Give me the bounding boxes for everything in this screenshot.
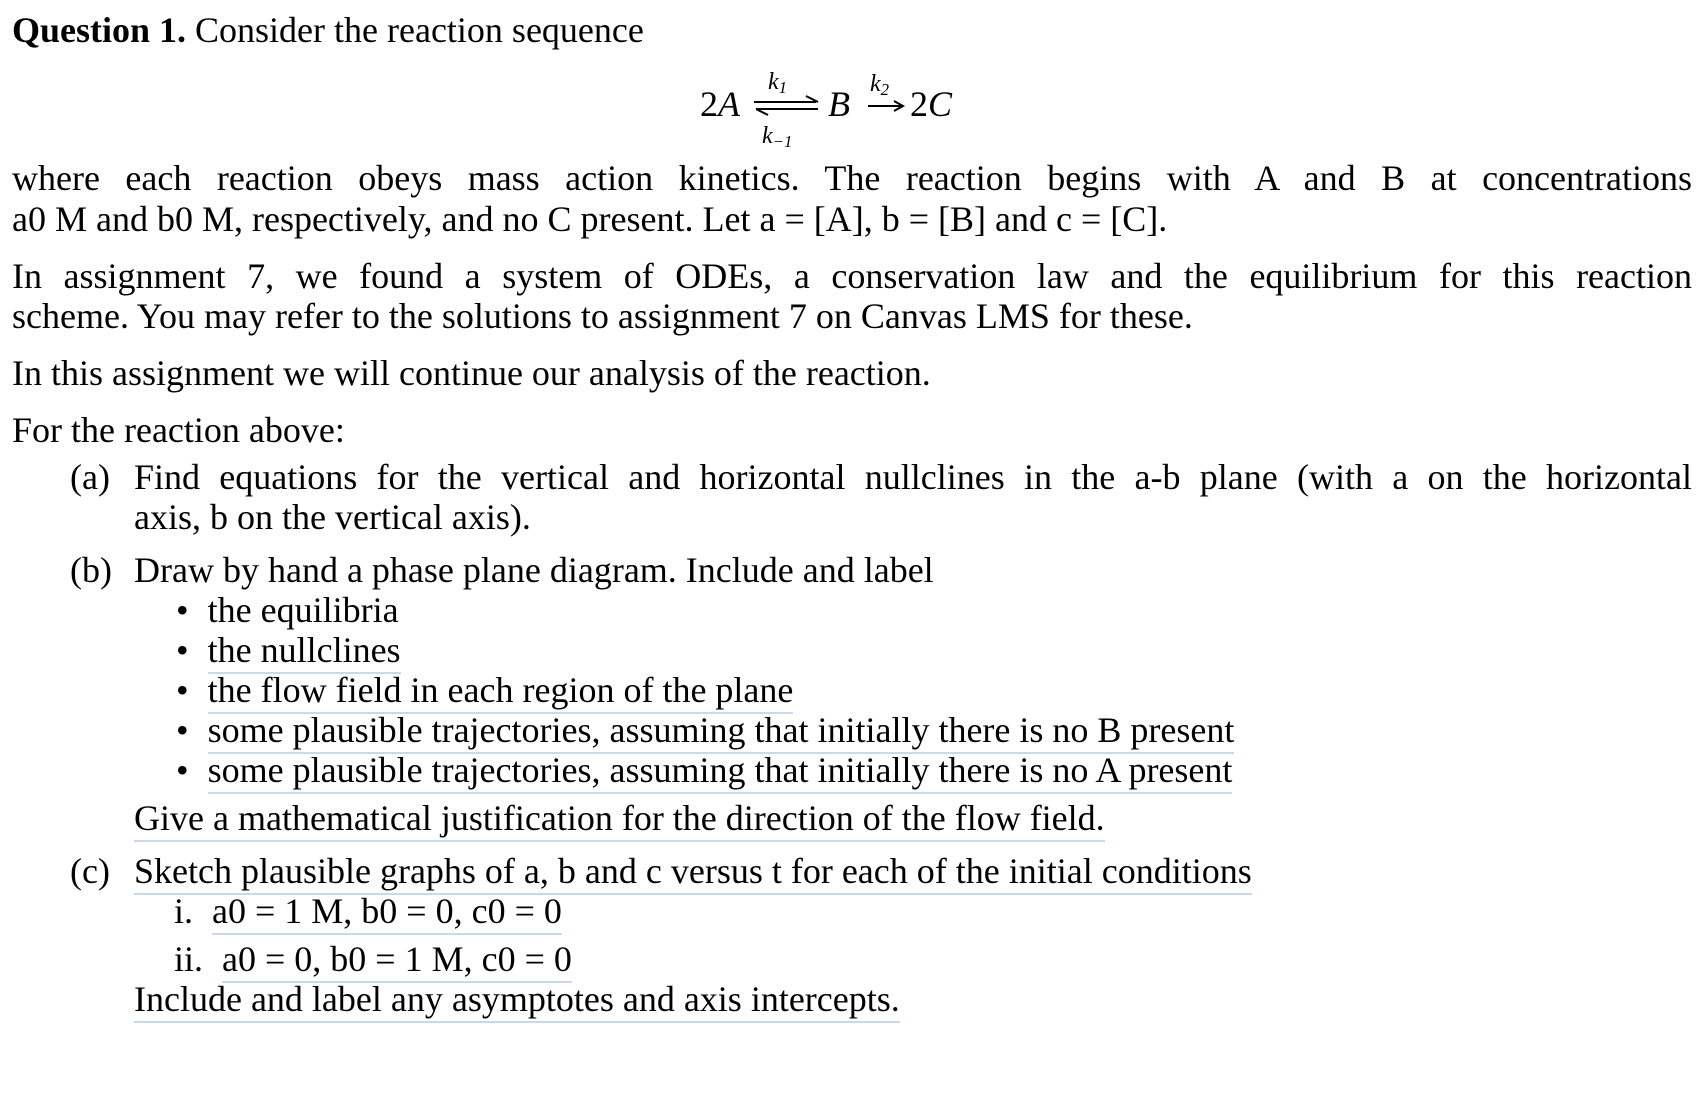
bullet-icon: • — [176, 670, 189, 710]
reverse-rate-label: $k_{-1}$ — [762, 123, 793, 152]
bullet-icon: • — [176, 590, 189, 630]
part-a-line-1-text: Find equations for the vertical and horizontal nullclines in the a-b plane (with a on the horizontal — [134, 457, 1692, 497]
bullet-4-text: some plausible trajectories, assuming that initially there is no B present — [208, 710, 1235, 754]
bullet-2-text: the nullclines — [208, 630, 401, 674]
forward-rate-label: $k_1$ — [768, 69, 788, 98]
paragraph-2-line-1 — [12, 258, 1692, 294]
bullet-1-text: the equilibria — [207, 590, 399, 630]
bullet-icon: • — [176, 710, 189, 750]
part-b-bullet-2 — [176, 632, 401, 668]
part-b-bullet-5 — [176, 752, 1232, 788]
paragraph-3 — [12, 355, 931, 391]
part-c-item-1-text: a0 = 1 M, b0 = 0, c0 = 0 — [212, 891, 562, 935]
part-c-line-1 — [134, 853, 1252, 889]
part-b-line-1-text: Draw by hand a phase plane diagram. Include and label — [134, 550, 934, 590]
question-label: Question 1. — [12, 10, 187, 50]
part-a-label: (a) — [70, 457, 110, 497]
part-c-line-1-text: Sketch plausible graphs of a, b and c versus t for each of the initial conditions — [134, 851, 1252, 895]
part-c-item-2-label: ii. — [174, 939, 204, 979]
question-intro: Consider the reaction sequence — [195, 10, 644, 50]
paragraph-1-line-1-text: where each reaction obeys mass action kinetics. The reaction begins with A and B at concentrations — [12, 158, 1692, 198]
paragraph-2-line-1-text: In assignment 7, we found a system of ODEs, a conservation law and the equilibrium for this reaction — [12, 256, 1692, 296]
reaction-left-species: 2A — [700, 84, 740, 124]
part-b-label: (b) — [70, 550, 112, 590]
question-heading — [12, 12, 644, 48]
part-c-closing — [134, 981, 900, 1017]
reaction-scheme — [700, 69, 1020, 162]
part-b-bullet-1 — [176, 592, 399, 628]
part-b-bullet-4 — [176, 712, 1234, 748]
part-a-line-2-text: axis, b on the vertical axis). — [134, 497, 531, 537]
part-c-item-1-label: i. — [174, 891, 194, 931]
part-c-item-1 — [174, 893, 562, 929]
forward-arrow — [866, 100, 906, 114]
equilibrium-arrows — [752, 94, 822, 118]
reaction-middle-species: B — [828, 84, 850, 124]
part-b-bullet-3 — [176, 672, 793, 708]
part-c-item-2-text: a0 = 0, b0 = 1 M, c0 = 0 — [222, 939, 572, 983]
bullet-3-text: the flow field in each region of the plane — [208, 670, 794, 714]
paragraph-1-line-2-text: a0 M and b0 M, respectively, and no C present. Let a = [A], b = [B] and c = [C]. — [12, 199, 1168, 239]
paragraph-2-line-2 — [12, 298, 1193, 334]
paragraph-2-line-2-text: scheme. You may refer to the solutions to assignment 7 on Canvas LMS for these. — [12, 296, 1193, 336]
part-c-closing-text: Include and label any asymptotes and axis intercepts. — [134, 979, 900, 1023]
part-b-closing-text: Give a mathematical justification for the direction of the flow field. — [134, 798, 1105, 842]
part-a-line-1 — [134, 459, 1692, 495]
bullet-icon: • — [176, 750, 189, 790]
paragraph-4 — [12, 412, 345, 448]
paragraph-1-line-2 — [12, 201, 1167, 237]
paragraph-4-text: For the reaction above: — [12, 410, 345, 450]
reaction-right-species: 2C — [910, 84, 953, 124]
second-rate-label: $k_2$ — [870, 71, 890, 100]
part-b-closing — [134, 800, 1105, 836]
part-b-line-1 — [134, 552, 934, 588]
bullet-5-text: some plausible trajectories, assuming that initially there is no A present — [208, 750, 1233, 794]
bullet-icon: • — [176, 630, 189, 670]
part-c-label: (c) — [70, 851, 110, 891]
paragraph-3-text: In this assignment we will continue our analysis of the reaction. — [12, 353, 931, 393]
part-c-item-2 — [174, 941, 572, 977]
paragraph-1-line-1 — [12, 160, 1692, 196]
part-a-line-2 — [134, 499, 531, 535]
